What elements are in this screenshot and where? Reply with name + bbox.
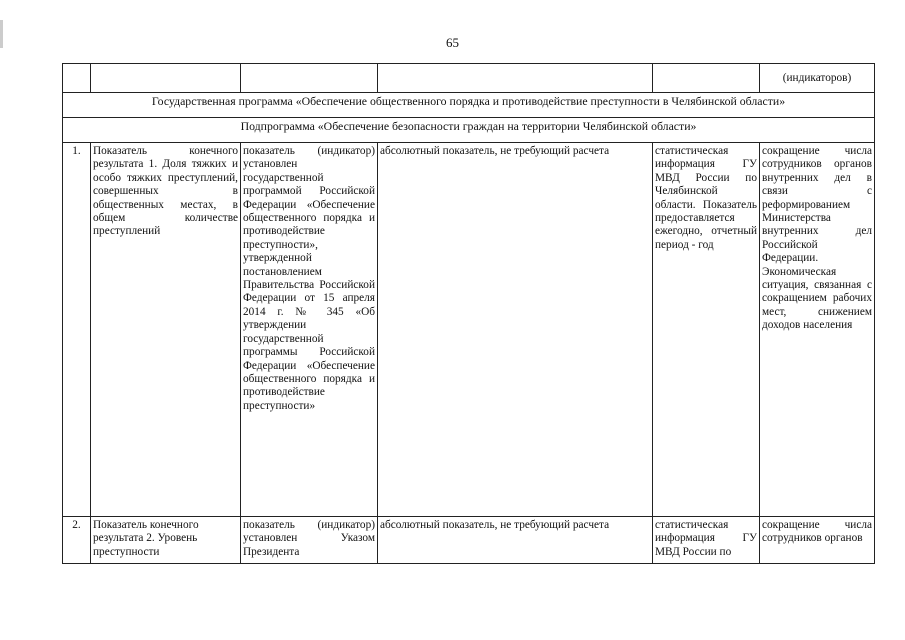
cont-cell-method — [378, 64, 653, 93]
data-source: статистическая информация ГУ МВД России по — [653, 517, 760, 564]
cont-cell-source — [653, 64, 760, 93]
program-title: Государственная программа «Обеспечение общественного порядка и противодействие преступности в Челябинской области» — [63, 93, 875, 118]
cont-cell-indicators: (индикаторов) — [760, 64, 875, 93]
cont-cell-name — [91, 64, 241, 93]
cont-cell-num — [63, 64, 91, 93]
indicator-name: Показатель конечного результата 2. Уровень преступности — [91, 517, 241, 564]
influencing-factors: сокращение числа сотрудников органов внутренних дел в связи с реформированием Министерства внутренних дел Российской Федерации. Экономическая ситуация, связанная с сокращением рабочих мест, снижением доходов населения — [760, 143, 875, 517]
row-number: 2. — [63, 517, 91, 564]
indicator-name: Показатель конечного результата 1. Доля тяжких и особо тяжких преступлений, совершенных в общественных местах, в общем количестве преступлений — [91, 143, 241, 517]
calculation-method: абсолютный показатель, не требующий расчета — [378, 517, 653, 564]
program-row — [63, 93, 875, 118]
influencing-factors: сокращение числа сотрудников органов — [760, 517, 875, 564]
row-number: 1. — [63, 143, 91, 517]
indicator-basis: показатель (индикатор) установлен государственной программой Российской Федерации «Обеспечение общественного порядка и противодействие преступности», утвержденной постановлением Правительства Российской Федерации от 15 апреля 2014 г. № 345 «Об утверждении государственной программы Российской Федерации «Обеспечение общественного порядка и противодействие преступности» — [241, 143, 378, 517]
page-number: 65 — [446, 35, 459, 50]
table-row — [63, 143, 875, 517]
indicator-basis: показатель (индикатор) установлен Указом Президента — [241, 517, 378, 564]
cont-cell-basis — [241, 64, 378, 93]
calculation-method: абсолютный показатель, не требующий расчета — [378, 143, 653, 517]
subprogram-title: Подпрограмма «Обеспечение безопасности граждан на территории Челябинской области» — [63, 118, 875, 143]
table-row — [63, 517, 875, 564]
data-source: статистическая информация ГУ МВД России по Челябинской области. Показатель предоставляется ежегодно, отчетный период - год — [653, 143, 760, 517]
indicators-table — [62, 63, 875, 564]
subprogram-row — [63, 118, 875, 143]
table-continuation-row — [63, 64, 875, 93]
